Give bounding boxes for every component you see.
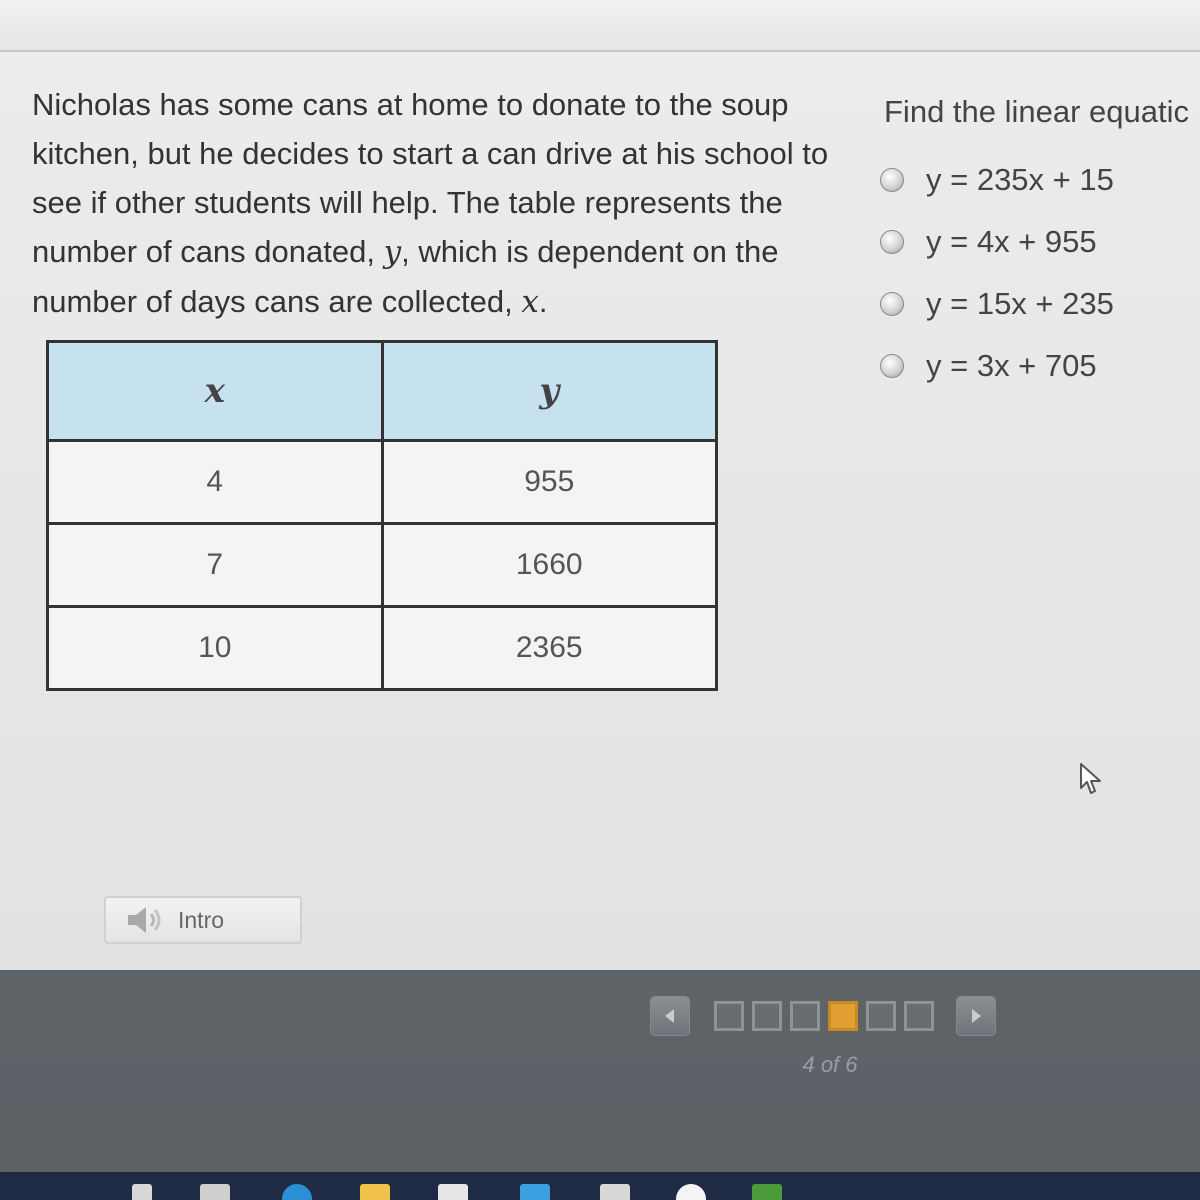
table-header-row <box>48 342 717 441</box>
taskbar-app-icon[interactable] <box>600 1184 630 1200</box>
page-5-indicator[interactable] <box>866 1001 896 1031</box>
answer-choice-label: y = 4x + 955 <box>926 224 1097 259</box>
radio-button[interactable] <box>880 354 904 378</box>
problem-text-part-1: Nicholas has some cans at home to donate to the soup kitchen, but he decides to start a can drive at his school to see if other students will help. The table represents the number of cans donated, <box>32 87 829 269</box>
problem-text-part-2: , which is dependent on the number of days cans are collected, <box>32 234 779 319</box>
column-header-x: x <box>48 342 383 441</box>
next-button[interactable] <box>956 996 996 1036</box>
browser-icon[interactable] <box>282 1184 312 1200</box>
question-prompt: Find the linear equatic <box>884 94 1190 129</box>
answer-choice-label: y = 235x + 15 <box>926 162 1114 197</box>
page-6-indicator[interactable] <box>904 1001 934 1031</box>
mail-icon[interactable] <box>520 1184 550 1200</box>
radio-button[interactable] <box>880 230 904 254</box>
taskbar-app-icon[interactable] <box>752 1184 782 1200</box>
answer-choice-4[interactable] <box>880 348 1097 384</box>
chrome-icon[interactable] <box>676 1184 706 1200</box>
chevron-left-icon <box>662 1007 678 1025</box>
page-4-indicator[interactable] <box>828 1001 858 1031</box>
radio-button[interactable] <box>880 292 904 316</box>
table-cell-x: 4 <box>48 441 383 524</box>
page-1-indicator[interactable] <box>714 1001 744 1031</box>
answer-choice-1[interactable] <box>880 162 1114 198</box>
problem-text-part-3: . <box>538 284 548 319</box>
problem-statement <box>32 80 862 327</box>
table-cell-y: 955 <box>382 441 717 524</box>
header-strip <box>0 0 1200 50</box>
chevron-right-icon <box>968 1007 984 1025</box>
answer-choice-3[interactable] <box>880 286 1114 322</box>
question-panel <box>0 50 1200 970</box>
speaker-icon <box>126 904 166 936</box>
taskbar-app-icon[interactable] <box>132 1184 152 1200</box>
data-table <box>46 340 718 691</box>
task-view-icon[interactable] <box>200 1184 230 1200</box>
page-indicator: 4 of 6 <box>802 1052 858 1077</box>
folder-icon[interactable] <box>360 1184 390 1200</box>
page-2-indicator[interactable] <box>752 1001 782 1031</box>
answer-choice-2[interactable] <box>880 224 1097 260</box>
variable-y: y <box>383 234 402 270</box>
radio-button[interactable] <box>880 168 904 192</box>
previous-button[interactable] <box>650 996 690 1036</box>
table-row <box>48 607 717 690</box>
variable-x: x <box>521 284 539 320</box>
table-row <box>48 524 717 607</box>
page-3-indicator[interactable] <box>790 1001 820 1031</box>
table-cell-x: 7 <box>48 524 383 607</box>
answer-choice-label: y = 3x + 705 <box>926 348 1097 383</box>
intro-label: Intro <box>178 906 225 933</box>
table-cell-y: 2365 <box>382 607 717 690</box>
intro-audio-button[interactable] <box>104 896 302 944</box>
question-navigation <box>650 996 996 1036</box>
taskbar <box>0 1172 1200 1200</box>
store-icon[interactable] <box>438 1184 468 1200</box>
mouse-cursor-icon <box>1078 762 1104 796</box>
table-row <box>48 441 717 524</box>
column-header-y: y <box>382 342 717 441</box>
table-cell-y: 1660 <box>382 524 717 607</box>
answer-choice-label: y = 15x + 235 <box>926 286 1114 321</box>
table-cell-x: 10 <box>48 607 383 690</box>
